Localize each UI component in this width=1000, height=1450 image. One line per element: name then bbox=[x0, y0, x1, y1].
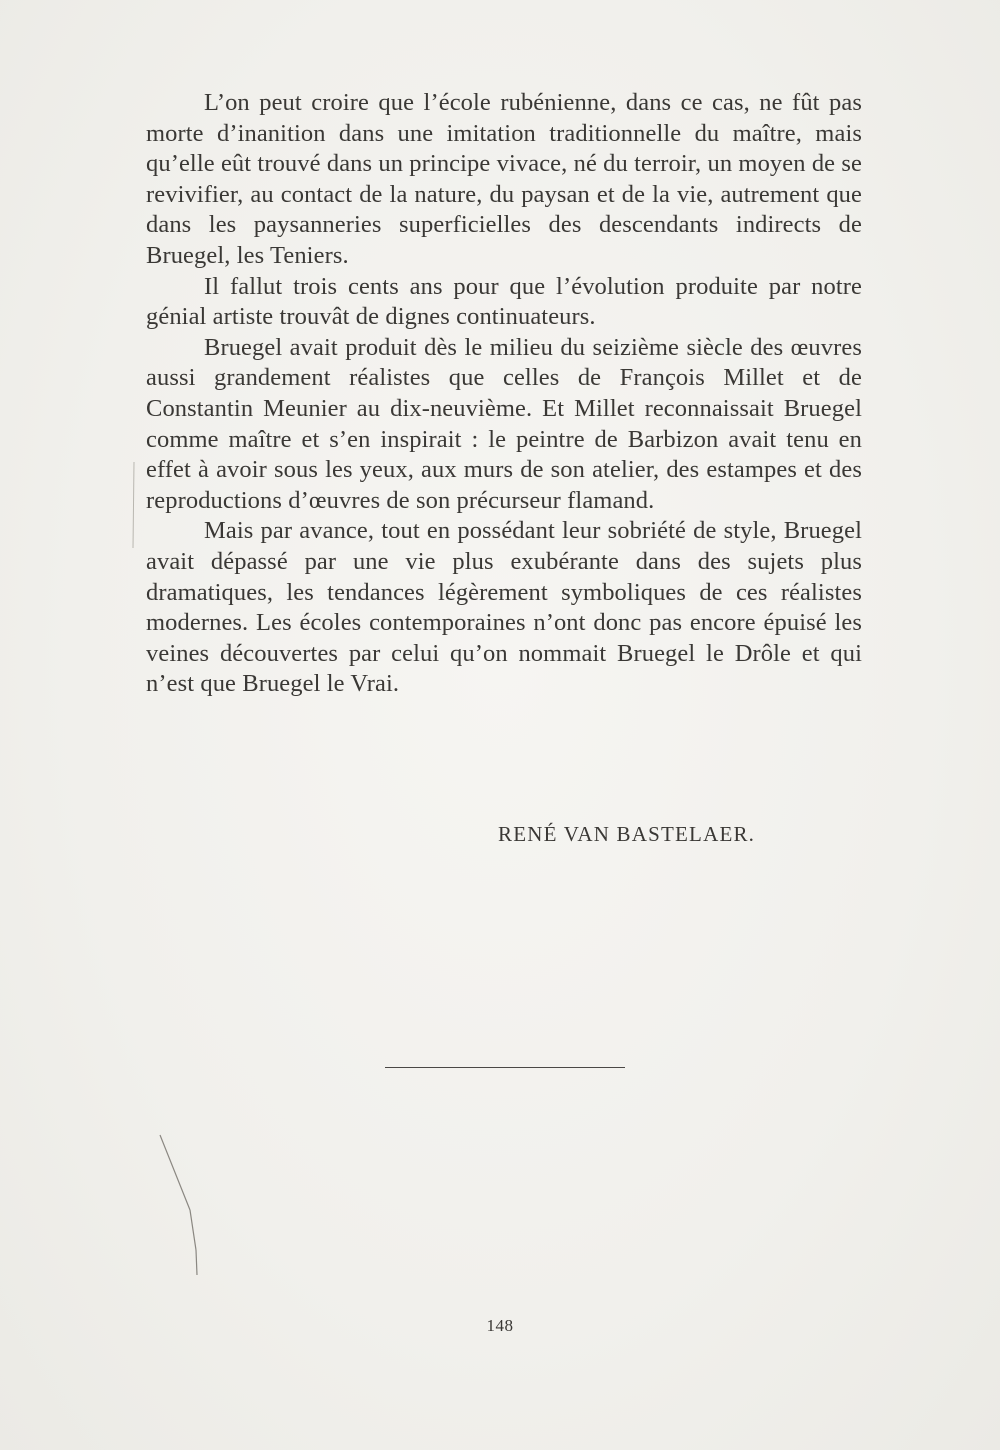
paragraph-4: Mais par avance, tout en possédant leur sobriété de style, Bruegel avait dépassé par une vie plus exubérante dans des sujets plus dramatiques, les tendances légèrement symboliques de ces réalistes modernes. Les écoles contemporaines n’ont donc pas encore épuisé les veines découvertes par celui qu’on nommait Bruegel le Drôle et qui n’est que Bruegel le Vrai. bbox=[146, 517, 862, 698]
ink-stroke-mark bbox=[150, 1130, 220, 1280]
paragraph-3: Bruegel avait produit dès le milieu du seizième siècle des œuvres aussi grandement réalistes que celles de François Millet et de Constantin Meunier au dix-neuvième. Et Millet reconnaissait Bruegel comme maître et s’en inspirait : le peintre de Barbizon avait tenu en effet à avoir sous les yeux, aux murs de son atelier, des estampes et des reproductions d’œuvres de son précurseur flamand. bbox=[146, 333, 862, 514]
body-text bbox=[146, 88, 862, 700]
paragraph-1: L’on peut croire que l’école rubénienne, dans ce cas, ne fût pas morte d’inanition dans une imitation traditionnelle du maître, mais qu’elle eût trouvé dans un principe vivace, né du terroir, un moyen de se revivifier, au contact de la nature, du paysan et de la vie, autrement que dans les paysanneries superficielles des descendants indirects de Bruegel, les Teniers. bbox=[146, 89, 862, 269]
page-number: 148 bbox=[486, 1316, 514, 1335]
margin-pencil-mark bbox=[128, 460, 140, 550]
author-signature: RENÉ VAN BASTELAER. bbox=[498, 822, 756, 846]
closing-rule bbox=[385, 1067, 625, 1068]
paragraph-2: Il fallut trois cents ans pour que l’évolution produite par notre génial artiste trouvât de dignes continuateurs. bbox=[146, 272, 862, 331]
